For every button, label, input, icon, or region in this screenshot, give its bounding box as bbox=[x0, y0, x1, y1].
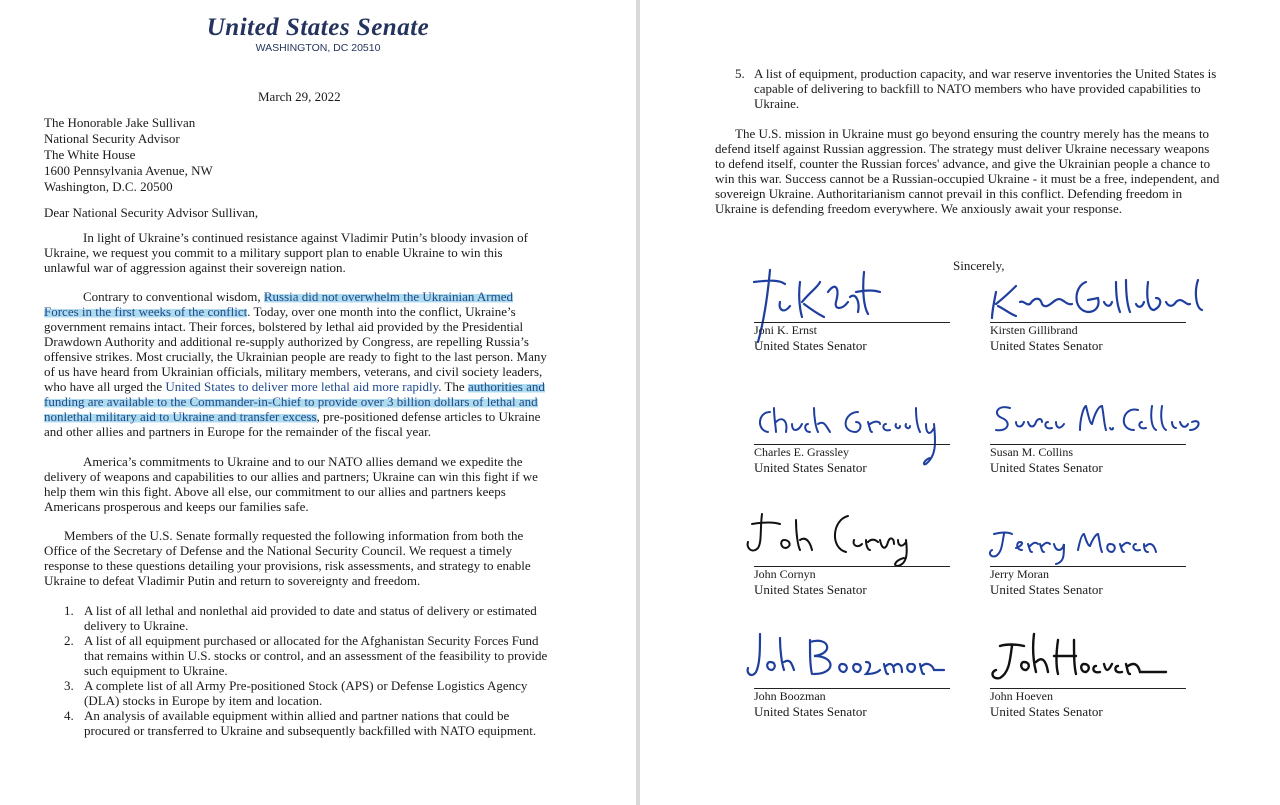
salutation: Dear National Security Advisor Sullivan, bbox=[44, 205, 259, 220]
paragraph-4 bbox=[44, 528, 531, 588]
signer-name: John Boozman bbox=[754, 689, 826, 703]
recipient-address bbox=[44, 115, 213, 195]
request-list bbox=[44, 603, 624, 753]
paragraph-line: Ukraine to defeat Vladimir Putin and return to sovereignty and freedom. bbox=[44, 573, 421, 588]
paragraph-line bbox=[44, 394, 547, 409]
paragraph-3 bbox=[44, 454, 538, 514]
signer-title: United States Senator bbox=[990, 704, 1103, 719]
list-number: 5. bbox=[735, 66, 745, 81]
list-line: procured or transferred to Ukraine and subsequently backfilled with NATO equipment. bbox=[84, 723, 537, 738]
paragraph-line: to defend itself, counter the Russian forces' advance, and give the Ukrainian people a chance to bbox=[715, 156, 1211, 171]
signer-title: United States Senator bbox=[754, 582, 867, 597]
letter-date: March 29, 2022 bbox=[258, 89, 341, 104]
paragraph-line: Ukraine, we request you commit to a military support plan to enable Ukraine to win this bbox=[44, 245, 503, 260]
list-line: Ukraine. bbox=[754, 96, 800, 111]
paragraph-line: delivery of weapons and capabilities to our allies and partners; Ukraine can win this fight if we bbox=[44, 469, 538, 484]
paragraph-line: Americans prosperous and keeps our families safe. bbox=[44, 499, 309, 514]
list-line: such equipment to Ukraine. bbox=[84, 663, 228, 678]
highlighted-text: Forces in the first weeks of the conflict bbox=[44, 304, 248, 319]
letterhead bbox=[0, 14, 636, 55]
paragraph-line: response to these questions detailing your provisions, risk assessments, and strategy to enable bbox=[44, 558, 531, 573]
highlighted-text: nonlethal military aid to Ukraine and transfer excess bbox=[44, 409, 317, 424]
address-line: 1600 Pennsylvania Avenue, NW bbox=[44, 163, 213, 178]
list-number: 2. bbox=[64, 633, 74, 648]
paragraph-line: defend itself against Russian aggression. The strategy must deliver Ukraine necessary weapons bbox=[715, 141, 1210, 156]
text-run: . Today, over one month into the conflict, Ukraine’s bbox=[247, 304, 516, 319]
list-line: An analysis of available equipment within allied and partner nations that could be bbox=[84, 708, 510, 723]
signer-name: Jerry Moran bbox=[990, 567, 1049, 581]
signer-name: Susan M. Collins bbox=[990, 445, 1074, 459]
signer-name: John Cornyn bbox=[754, 567, 816, 581]
highlighted-text: United States to deliver more lethal aid more rapidly bbox=[165, 379, 439, 394]
list-number: 4. bbox=[64, 708, 74, 723]
signer-title: United States Senator bbox=[990, 460, 1103, 475]
sincerely: Sincerely, bbox=[953, 258, 1005, 273]
paragraph-line: Ukraine is defending freedom everywhere. We anxiously await your response. bbox=[715, 201, 1122, 216]
paragraph-line: and other allies and partners in Europe for the remainder of the fiscal year. bbox=[44, 424, 431, 439]
signer-title: United States Senator bbox=[990, 582, 1103, 597]
letterhead-subtitle: WASHINGTON, DC 20510 bbox=[255, 42, 381, 54]
paragraph-line: Members of the U.S. Senate formally requested the following information from both the bbox=[64, 528, 524, 543]
paragraph-line: Drawdown Authority and additional re-supply authorized by Congress, are repelling Russia’s bbox=[44, 334, 529, 349]
list-line: A list of all lethal and nonlethal aid provided to date and status of delivery or estimated bbox=[84, 603, 537, 618]
paragraph-1 bbox=[44, 230, 528, 275]
paragraph-line: In light of Ukraine’s continued resistance against Vladimir Putin’s bloody invasion of bbox=[83, 230, 528, 245]
address-line: The White House bbox=[44, 147, 136, 162]
paragraph-line: sovereign Ukraine. Authoritarianism cannot prevail in this conflict. Defending freedom in bbox=[715, 186, 1183, 201]
text-run: who have all urged the bbox=[44, 379, 166, 394]
paragraph-2 bbox=[44, 289, 547, 439]
paragraph-line: win this war. Success cannot be a Russian-occupied Ukraine - it must be a free, independent, and bbox=[715, 171, 1220, 186]
paragraph-line bbox=[44, 289, 547, 304]
signer-title: United States Senator bbox=[754, 460, 867, 475]
list-line: that remains within U.S. stocks or control, and an assessment of the feasibility to provide bbox=[84, 648, 548, 663]
list-number: 3. bbox=[64, 678, 74, 693]
signer-name: Kirsten Gillibrand bbox=[990, 323, 1078, 337]
list-line: A complete list of all Army Pre-positioned Stock (APS) or Defense Logistics Agency bbox=[84, 678, 528, 693]
signer-title: United States Senator bbox=[754, 338, 867, 353]
closing-paragraph bbox=[715, 126, 1219, 216]
list-line: (DLA) stocks in Europe by item and location. bbox=[84, 693, 323, 708]
letter-page-1 bbox=[0, 0, 636, 805]
highlighted-text: authorities and bbox=[467, 379, 545, 394]
paragraph-line: The U.S. mission in Ukraine must go beyond ensuring the country merely has the means to bbox=[735, 126, 1210, 141]
signer-name: John Hoeven bbox=[990, 689, 1053, 703]
list-number: 1. bbox=[64, 603, 74, 618]
paragraph-line: America’s commitments to Ukraine and to our NATO allies demand we expedite the bbox=[83, 454, 523, 469]
paragraph-line: help them win this fight. Above all else, our commitment to our allies and partners keeps bbox=[44, 484, 506, 499]
address-line: National Security Advisor bbox=[44, 131, 180, 146]
paragraph-line bbox=[44, 379, 547, 394]
paragraph-line: Office of the Secretary of Defense and the National Security Council. We request a timely bbox=[44, 543, 513, 558]
text-run: Contrary to conventional wisdom, bbox=[83, 289, 264, 304]
address-line: Washington, D.C. 20500 bbox=[44, 179, 173, 194]
list-line: delivery to Ukraine. bbox=[84, 618, 189, 633]
list-line: capable of delivering to backfill to NATO members who have provided capabilities to bbox=[754, 81, 1201, 96]
signer-name: Joni K. Ernst bbox=[754, 323, 817, 337]
signer-title: United States Senator bbox=[754, 704, 867, 719]
paragraph-line bbox=[44, 409, 547, 424]
address-line: The Honorable Jake Sullivan bbox=[44, 115, 196, 130]
paragraph-line: of us have heard from Ukrainian officials, military members, veterans, and civil society leaders, bbox=[44, 364, 543, 379]
highlighted-text: Russia did not overwhelm the Ukrainian Armed bbox=[263, 289, 514, 304]
text-run: . The bbox=[438, 379, 468, 394]
text-run: , pre-positioned defense articles to Ukraine bbox=[316, 409, 541, 424]
letterhead-title: United States Senate bbox=[206, 14, 430, 41]
list-line: A list of equipment, production capacity, and war reserve inventories the United States is bbox=[754, 66, 1217, 81]
paragraph-line: government remains intact. Their forces, bolstered by lethal aid provided by the Presidential bbox=[44, 319, 524, 334]
signature-title: United States Senator bbox=[990, 338, 1103, 353]
paragraph-line bbox=[44, 304, 547, 319]
paragraph-line: offensive strikes. Most crucially, the Ukrainian people are ready to fight to the last person. Many bbox=[44, 349, 547, 364]
letter-page-2 bbox=[640, 0, 1280, 805]
paragraph-line: unlawful war of aggression against their sovereign nation. bbox=[44, 260, 346, 275]
list-line: A list of all equipment purchased or allocated for the Afghanistan Security Forces Fund bbox=[84, 633, 539, 648]
highlighted-text: funding are available to the Commander-in-Chief to provide over 3 billion dollars of lethal and bbox=[44, 394, 538, 409]
signer-name: Charles E. Grassley bbox=[754, 445, 849, 459]
